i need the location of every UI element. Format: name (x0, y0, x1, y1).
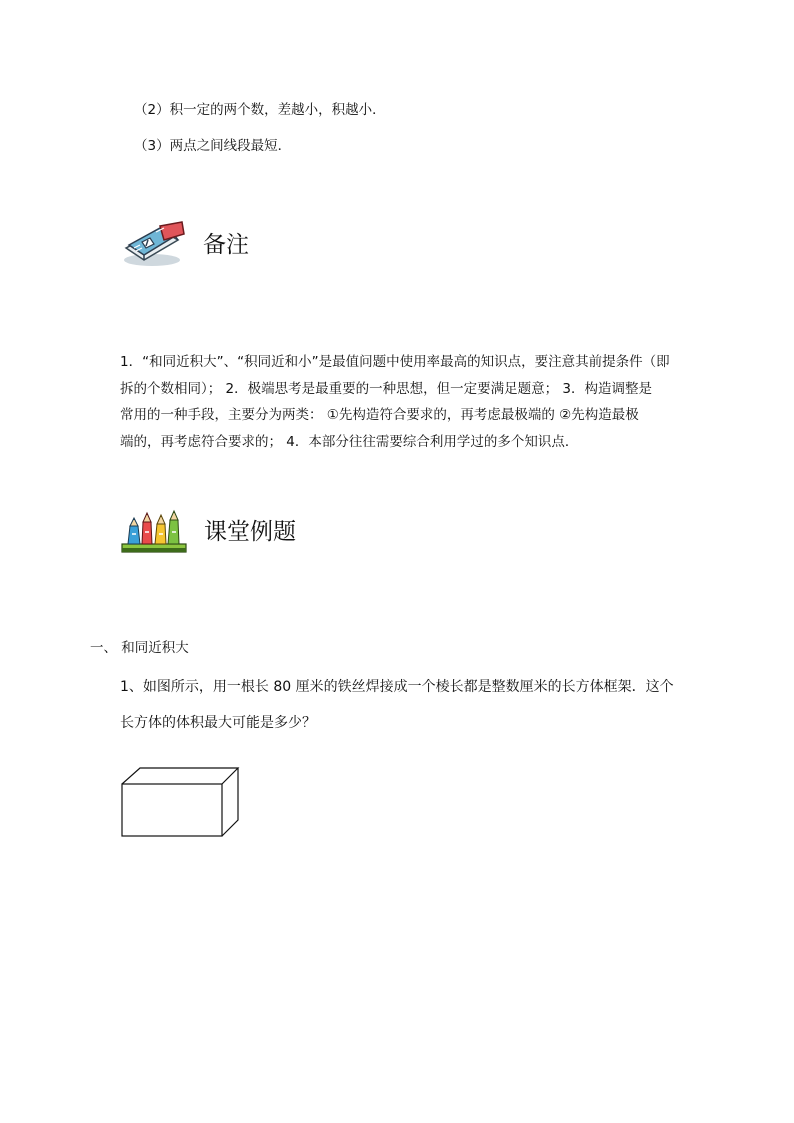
question-line: 长方体的体积最大可能是多少？ (120, 715, 316, 731)
book-note-icon (120, 218, 188, 268)
intro-point-2: （2）积一定的两个数，差越小，积越小． (134, 102, 386, 118)
notes-line: 常用的一种手段，主要分为两类： ①先构造符合要求的，再考虑最极端的 ②先构造最极 (120, 407, 639, 423)
intro-point-3: （3）两点之间线段最短． (134, 138, 292, 154)
notes-paragraph (120, 349, 680, 455)
pencils-icon (120, 508, 188, 554)
notes-line: 拆的个数相同）； 2．极端思考是最重要的一种思想，但一定要满足题意； 3．构造调整是 (120, 380, 653, 397)
question-line: 1、如图所示，用一根长 80 厘米的铁丝焊接成一个棱长都是整数厘米的长方体框架．这个 (120, 679, 674, 695)
topic-heading: 一、 和同近积大 (90, 640, 189, 656)
notes-title: 备注 (203, 232, 249, 258)
notes-line: 端的，再考虑符合要求的； 4．本部分往往需要综合利用学过的多个知识点． (120, 433, 579, 450)
examples-title: 课堂例题 (204, 519, 296, 545)
notes-line: 1．“和同近积大”、“积同近和小”是最值问题中使用率最高的知识点，要注意其前提条件（即 (120, 354, 670, 370)
cuboid-figure (120, 766, 244, 840)
